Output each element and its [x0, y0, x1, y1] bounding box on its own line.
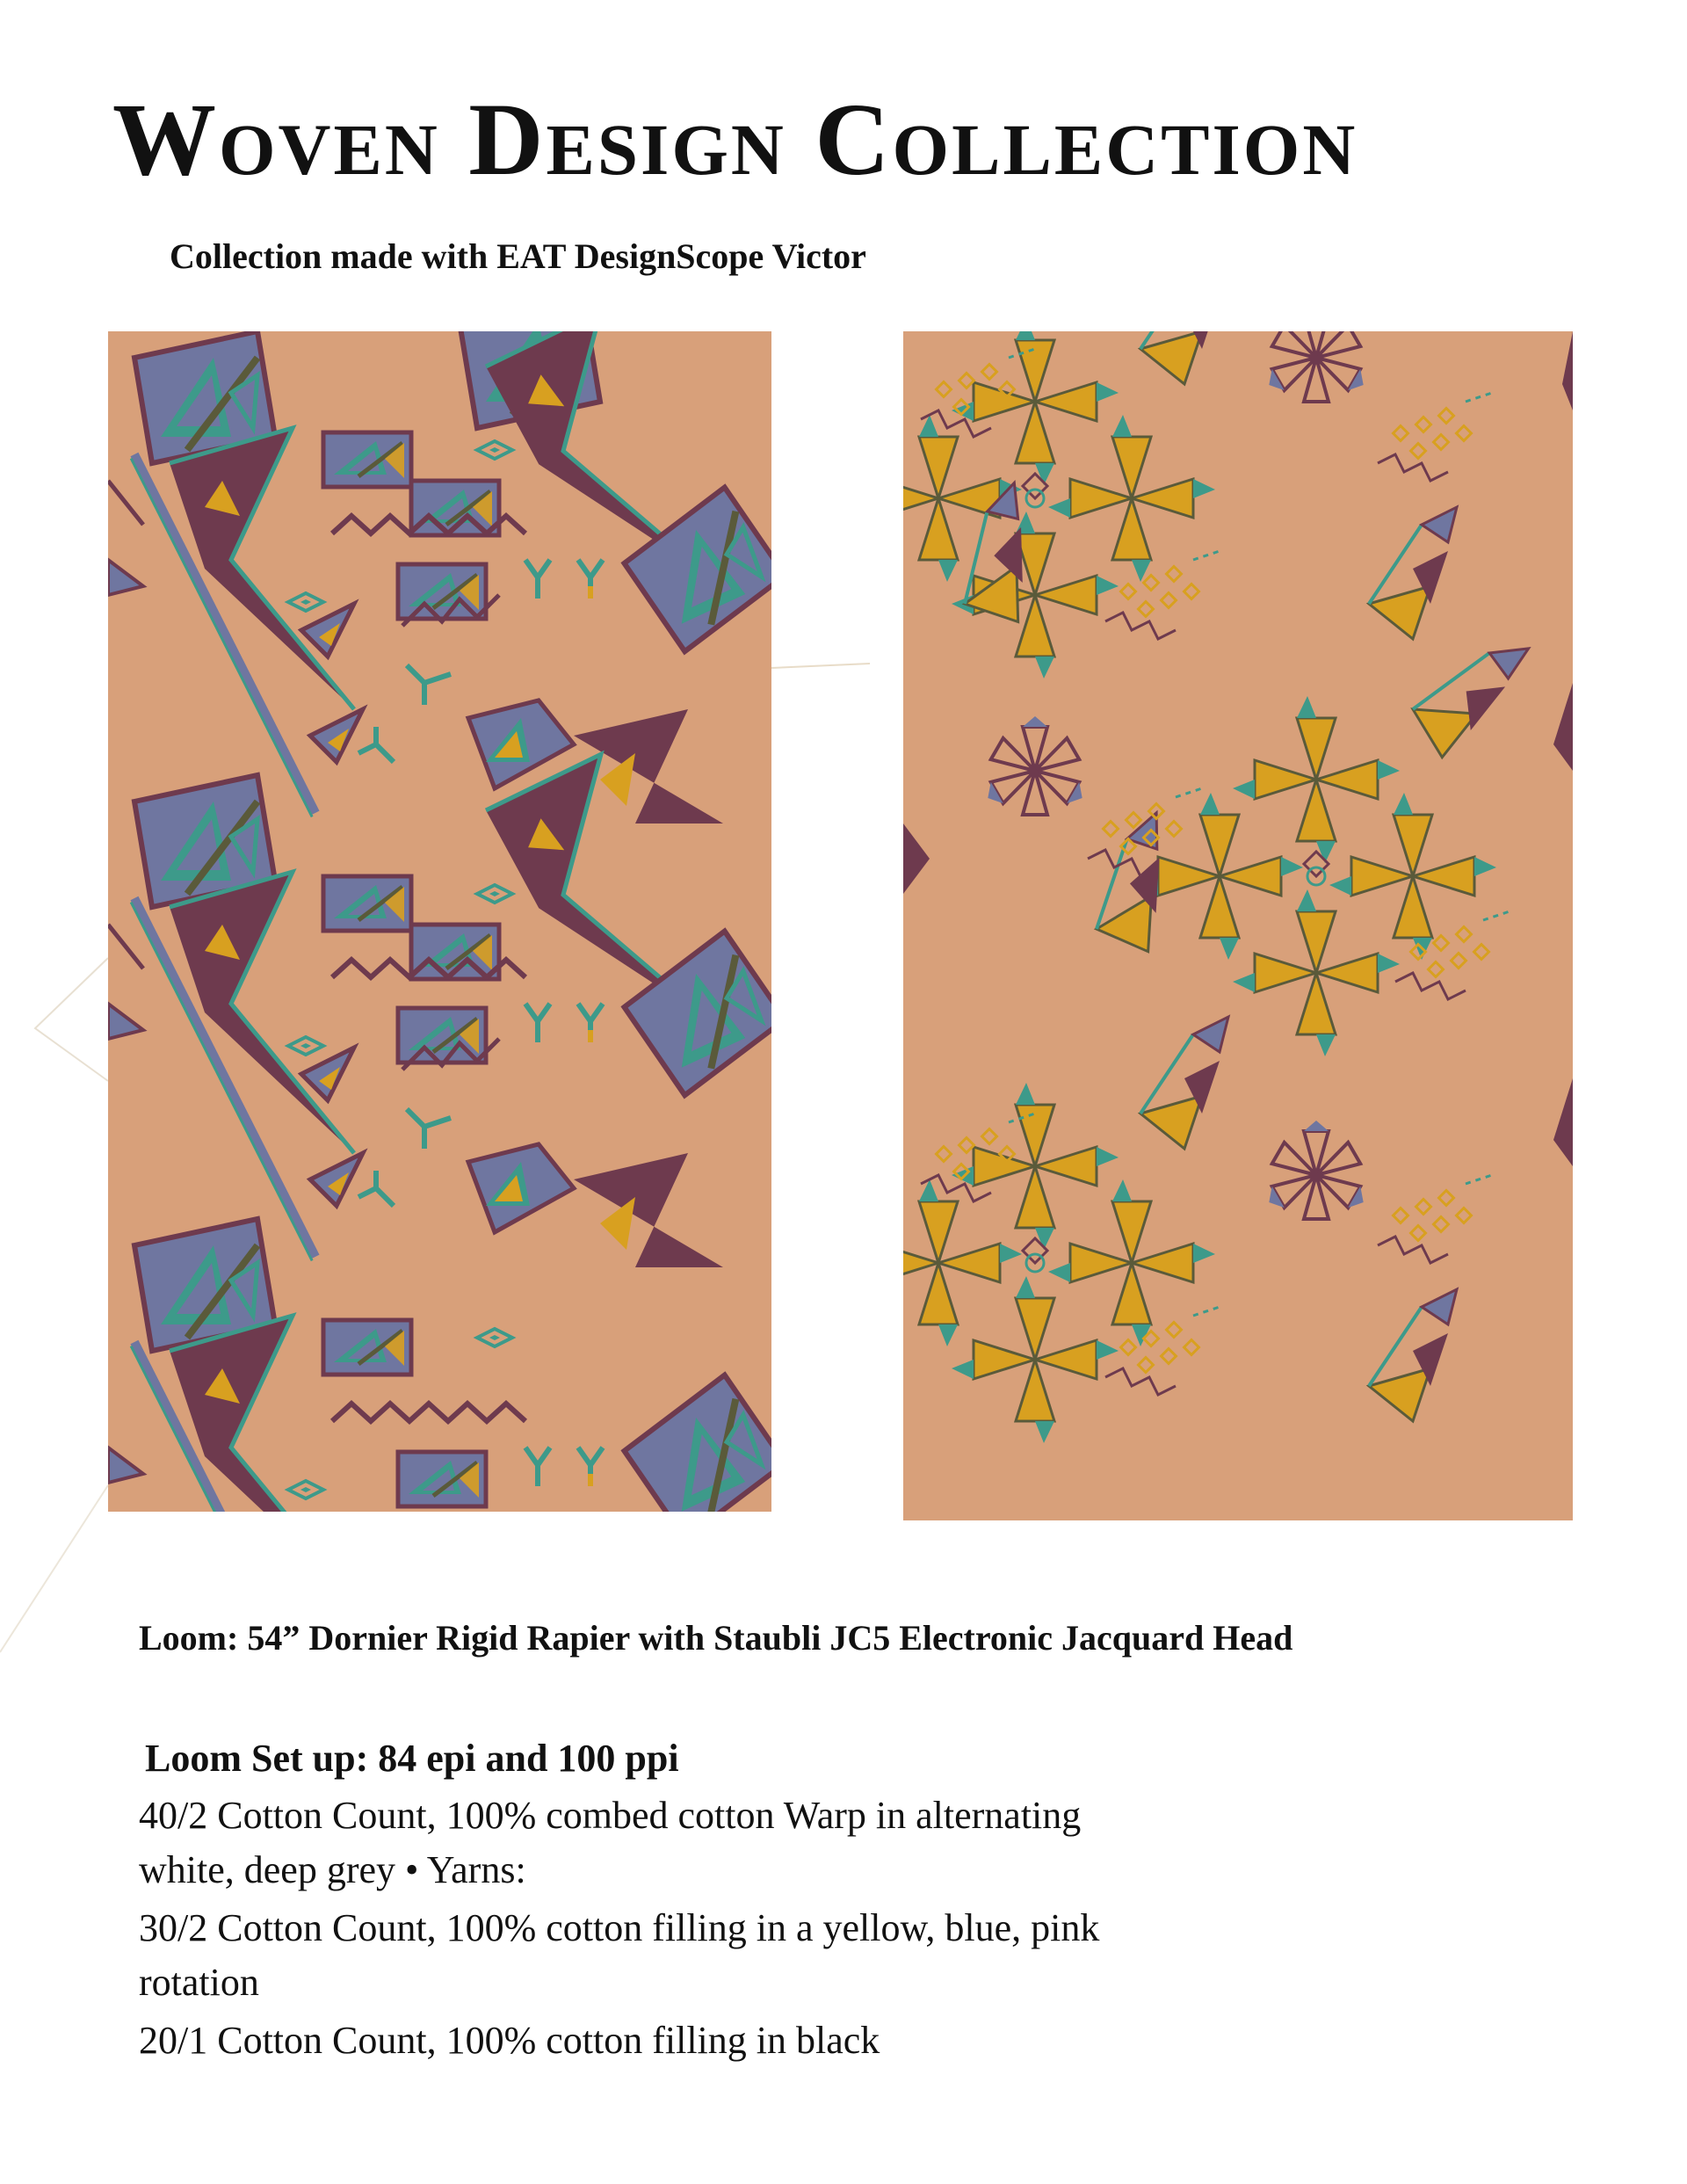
loom-setup: Loom Set up: 84 epi and 100 ppi: [145, 1737, 679, 1780]
fabric-swatch-geometric: [108, 331, 771, 1512]
loom-spec: Loom: 54” Dornier Rigid Rapier with Staubli JC5 Electronic Jacquard Head: [139, 1618, 1293, 1658]
yarn-line: white, deep grey • Yarns:: [139, 1848, 526, 1891]
page-subtitle: Collection made with EAT DesignScope Victor: [170, 236, 866, 276]
yarn-line: 30/2 Cotton Count, 100% cotton filling in a yellow, blue, pink: [139, 1906, 1100, 1949]
medallion-pattern-image: [903, 331, 1573, 1520]
yarn-line: 40/2 Cotton Count, 100% combed cotton Warp in alternating: [139, 1794, 1082, 1837]
geometric-pattern-image: [108, 331, 771, 1512]
fabric-swatch-medallion: [903, 331, 1573, 1520]
yarn-line: rotation: [139, 1961, 259, 2004]
page-title: Woven Design Collection: [112, 82, 1358, 197]
yarn-line: 20/1 Cotton Count, 100% cotton filling in black: [139, 2019, 880, 2062]
